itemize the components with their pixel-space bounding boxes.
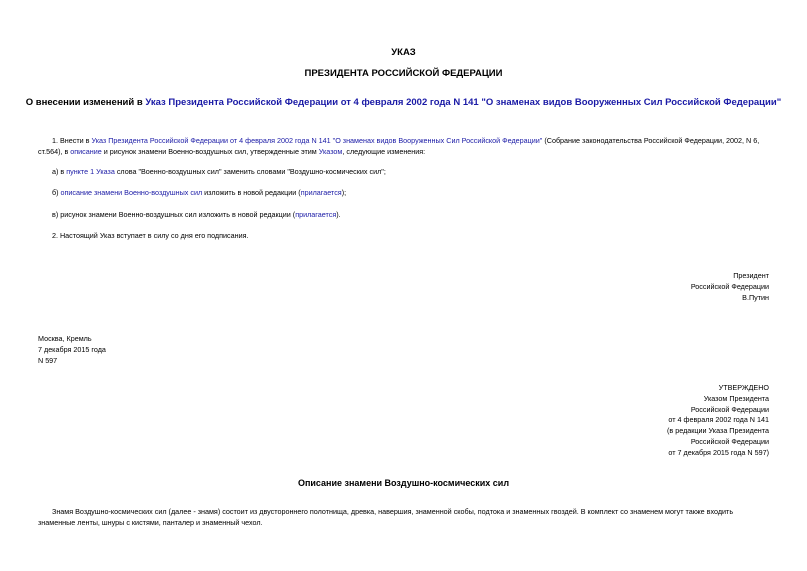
approved-line-7: от 7 декабря 2015 года N 597)	[668, 447, 769, 457]
approved-line-2: Указом Президента	[703, 393, 769, 403]
decree-link-p1[interactable]: Указ Президента Российской Федерации от 4 февраля 2002 года N 141 "О знаменах видов Вооруженных Сил Российской Федерации"	[91, 136, 543, 145]
pb-text-c: );	[341, 188, 347, 197]
approved-line-3: Российской Федерации	[690, 404, 769, 414]
approved-line-5: (в редакции Указа Президента	[667, 426, 769, 436]
place: Москва, Кремль	[38, 334, 92, 343]
paragraph-1	[38, 136, 770, 157]
signer-title-1: Президент	[733, 271, 769, 280]
p1-text-a: 1. Внести в	[52, 136, 92, 145]
banner-description-link[interactable]: описание знамени Военно-воздушных сил	[60, 188, 203, 197]
attached-link-b[interactable]: прилагается	[300, 188, 342, 197]
p1-text-d: , следующие изменения:	[342, 146, 426, 156]
description-paragraph: Знамя Воздушно-космических сил (далее - знамя) состоит из двустороннего полотнища, древка, навершия, знаменной скобы, подтока и знаменных гвоздей. В комплект со знаменем могут также входить знаменные ленты, шнуры с кистями, панталер и знаменный чехол.	[38, 507, 734, 527]
doc-subject-title	[0, 97, 807, 108]
date: 7 декабря 2015 года	[38, 344, 106, 354]
subparagraph-a	[52, 167, 386, 178]
subject-prefix: О внесении изменений в	[25, 97, 146, 108]
decree-link-title[interactable]: Указ Президента Российской Федерации от 4 февраля 2002 года N 141 "О знаменах видов Вооруженных Сил Российской Федерации"	[145, 97, 782, 108]
approved-line-4: от 4 февраля 2002 года N 141	[668, 415, 769, 425]
signer-name: В.Путин	[742, 292, 769, 302]
place-date-block	[38, 334, 106, 366]
pc-text-a: в) рисунок знамени Военно-воздушных сил изложить в новой редакции (	[52, 210, 296, 219]
point-1-link[interactable]: пункте 1 Указа	[66, 167, 115, 176]
doc-type-title: УКАЗ	[391, 47, 416, 58]
pc-text-b: ).	[336, 210, 341, 219]
pb-text-b: изложить в новой редакции (	[202, 188, 301, 197]
p1-text-b: (Собрание законодательства Российской Федерации, 2002, N 6, ст.564), в	[38, 136, 760, 156]
decree-number: N 597	[38, 355, 58, 365]
subparagraph-c	[52, 210, 341, 221]
pa-text-a: а) в	[52, 167, 67, 176]
approval-stamp	[667, 383, 769, 459]
description-link[interactable]: описание	[70, 146, 102, 156]
signer-title-2: Российской Федерации	[690, 281, 769, 291]
issuer-title: ПРЕЗИДЕНТА РОССИЙСКОЙ ФЕДЕРАЦИИ	[304, 68, 503, 79]
attached-link-c[interactable]: прилагается	[295, 210, 337, 219]
subparagraph-b	[52, 188, 346, 199]
approved-line-6: Российской Федерации	[690, 436, 769, 446]
section-title: Описание знамени Воздушно-космических сил	[297, 478, 510, 488]
approved-line-1: УТВЕРЖДЕНО	[718, 383, 769, 392]
signature-block	[691, 271, 769, 303]
pb-text-a: б)	[52, 188, 61, 197]
decree-short-link[interactable]: Указом	[318, 146, 343, 156]
pa-text-b: слова "Военно-воздушных сил" заменить словами "Воздушно-космических сил";	[114, 167, 386, 176]
paragraph-2: 2. Настоящий Указ вступает в силу со дня его подписания.	[52, 231, 249, 240]
p1-text-c: и рисунок знамени Военно-воздушных сил, утвержденные этим	[101, 146, 319, 156]
